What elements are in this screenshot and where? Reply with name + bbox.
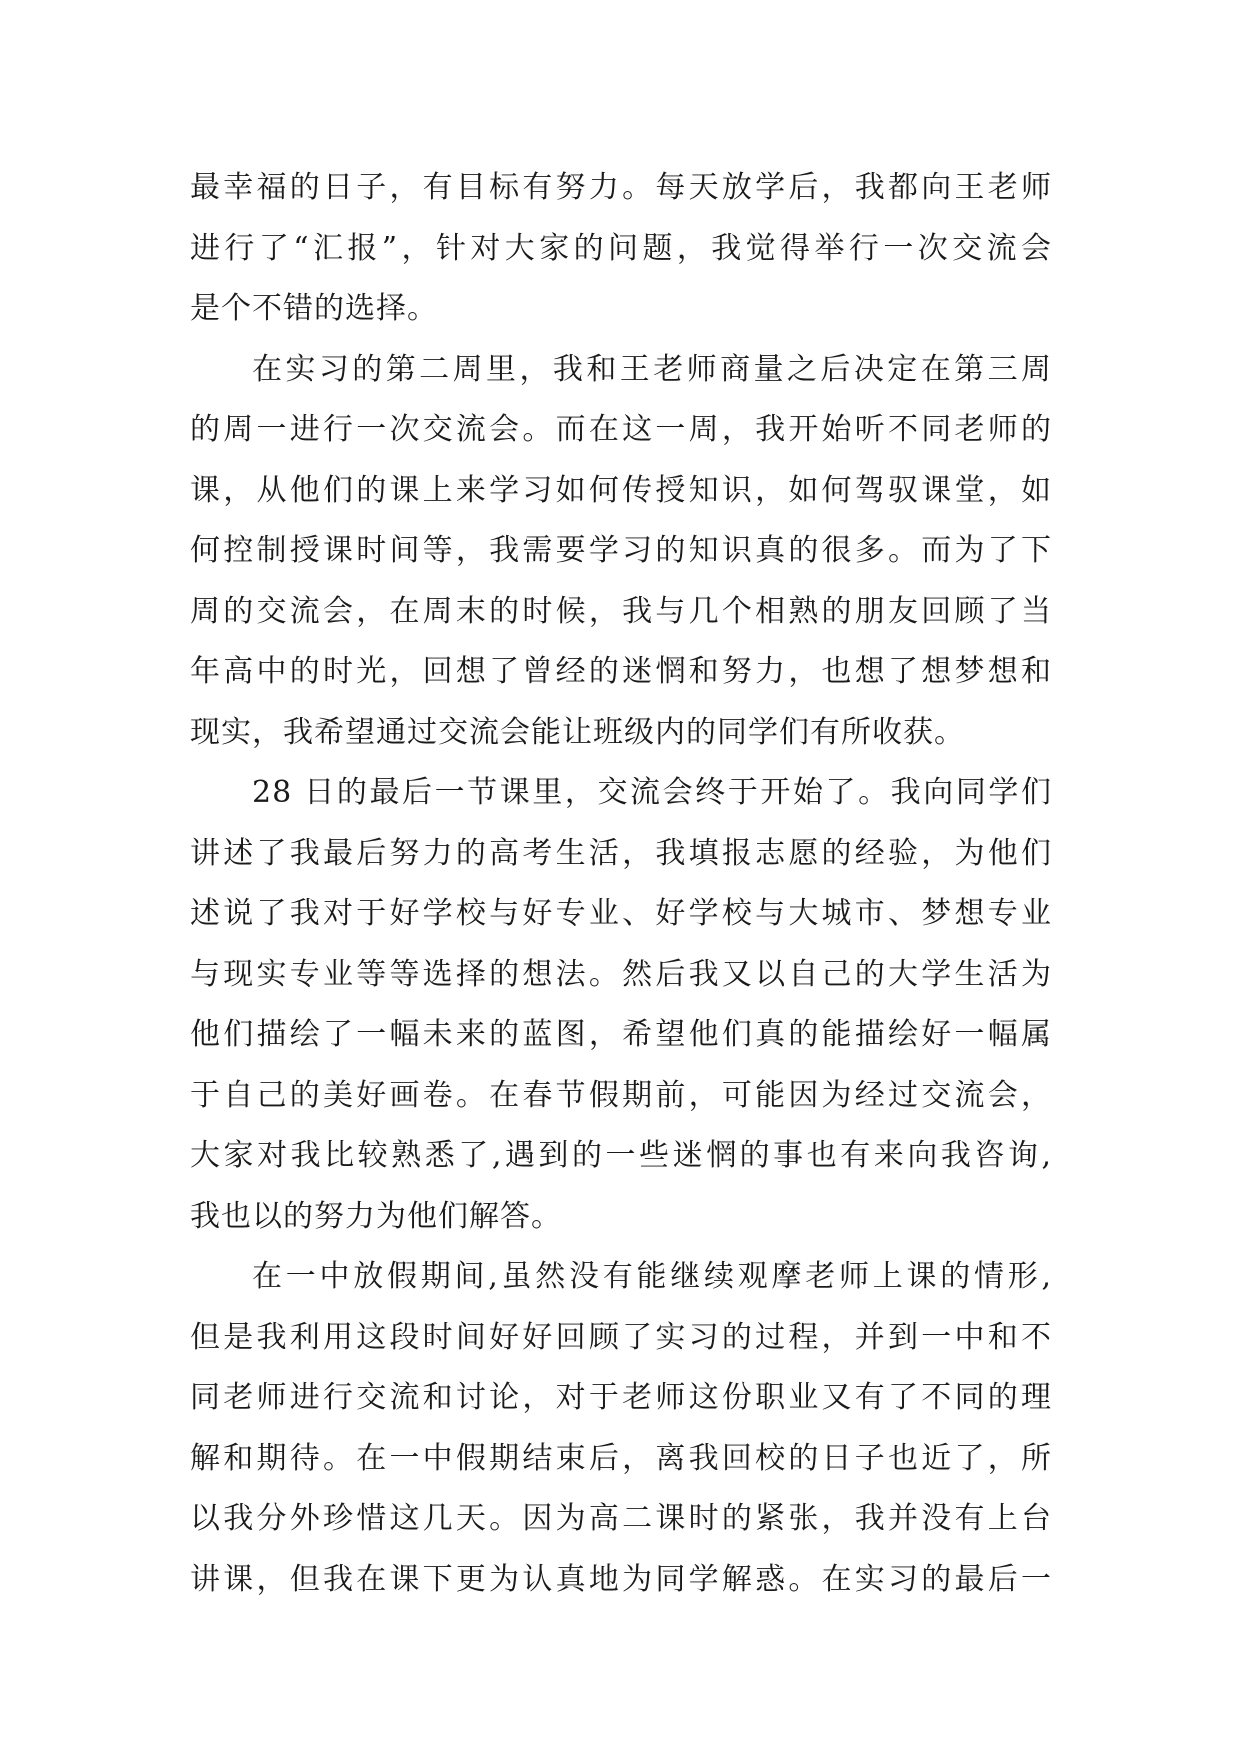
text-line: 28 日的最后一节课里，交流会终于开始了。我向同学们 [252,775,1052,810]
text-line: 最幸福的日子，有目标有努力。每天放学后，我都向王老师 [190,170,1052,205]
text-line: 讲课，但我在课下更为认真地为同学解惑。在实习的最后一 [190,1561,1052,1597]
paragraph-4 [190,1247,1052,1610]
text-line: 他们描绘了一幅未来的蓝图，希望他们真的能描绘好一幅属 [190,1017,1052,1052]
paragraph-2 [190,340,1052,764]
text-line: 在一中放假期间,虽然没有能继续观摩老师上课的情形, [252,1259,1052,1294]
text-line: 同老师进行交流和讨论，对于老师这份职业又有了不同的理 [190,1380,1052,1415]
text-line: 是个不错的选择。 [190,291,438,326]
text-line: 于自己的美好画卷。在春节假期前，可能因为经过交流会， [190,1077,1052,1113]
text-line: 周的交流会，在周末的时候，我与几个相熟的朋友回顾了当 [190,593,1052,629]
text-line: 但是我利用这段时间好好回顾了实习的过程，并到一中和不 [190,1319,1052,1355]
text-line: 何控制授课时间等，我需要学习的知识真的很多。而为了下 [190,533,1052,568]
text-line: 讲述了我最后努力的高考生活，我填报志愿的经验，为他们 [190,835,1052,871]
paragraph-1 [190,158,1052,340]
text-line: 课，从他们的课上来学习如何传授知识，如何驾驭课堂，如 [190,472,1052,508]
text-line: 以我分外珍惜这几天。因为高二课时的紧张，我并没有上台 [190,1501,1052,1536]
paragraph-3 [190,763,1052,1247]
text-line: 解和期待。在一中假期结束后，离我回校的日子也近了，所 [190,1440,1052,1476]
text-line: 我也以的努力为他们解答。 [190,1198,562,1234]
text-line: 进行了“汇报”，针对大家的问题，我觉得举行一次交流会 [190,230,1052,266]
text-line: 与现实专业等等选择的想法。然后我又以自己的大学生活为 [190,956,1052,992]
text-line: 的周一进行一次交流会。而在这一周，我开始听不同老师的 [190,412,1052,447]
body-text [190,158,1052,1610]
text-line: 年高中的时光，回想了曾经的迷惘和努力，也想了想梦想和 [190,654,1052,689]
text-line: 在实习的第二周里，我和王老师商量之后决定在第三周 [252,351,1052,387]
text-line: 现实，我希望通过交流会能让班级内的同学们有所收获。 [190,714,965,750]
text-line: 述说了我对于好学校与好专业、好学校与大城市、梦想专业 [190,896,1052,931]
text-line: 大家对我比较熟悉了,遇到的一些迷惘的事也有来向我咨询, [190,1138,1052,1173]
